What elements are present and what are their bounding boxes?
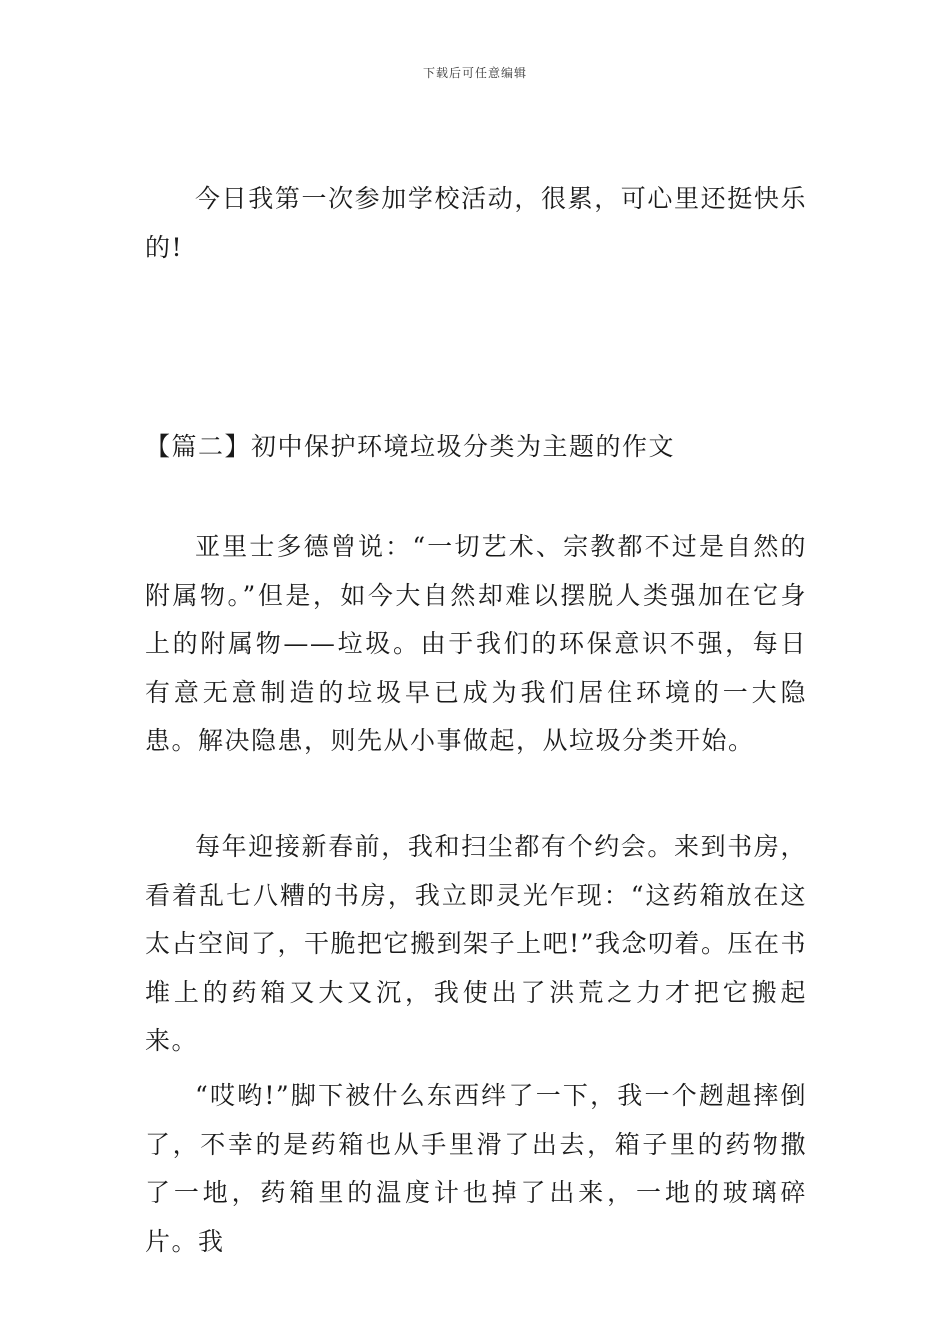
paragraph-4-text: “哎哟!”脚下被什么东西绊了一下，我一个趔趄摔倒了，不幸的是药箱也从手里滑了出去，箱子里的药物撒了一地，药箱里的温度计也掉了出来，一地的玻璃碎片。我 <box>145 1081 807 1256</box>
paragraph-3-text: 每年迎接新春前，我和扫尘都有个约会。来到书房，看着乱七八糟的书房，我立即灵光乍现：“这药箱放在这太占空间了，干脆把它搬到架子上吧!”我念叨着。压在书堆上的药箱又大又沉，我使出了洪荒之力才把它搬起来。 <box>145 832 807 1055</box>
paragraph-1 <box>145 175 807 272</box>
paragraph-3 <box>145 823 807 1066</box>
paragraph-1-text: 今日我第一次参加学校活动，很累，可心里还挺快乐的! <box>145 184 807 262</box>
paragraph-2 <box>145 523 807 766</box>
page-header-note: 下载后可任意编辑 <box>422 66 527 80</box>
paragraph-2-text: 亚里士多德曾说：“一切艺术、宗教都不过是自然的附属物。”但是，如今大自然却难以摆脱人类强加在它身上的附属物——垃圾。由于我们的环保意识不强，每日有意无意制造的垃圾早已成为我们居住环境的一大隐患。解决隐患，则先从小事做起，从垃圾分类开始。 <box>145 532 807 755</box>
section-title: 【篇二】初中保护环境垃圾分类为主题的作文 <box>145 432 676 461</box>
paragraph-4 <box>145 1072 807 1266</box>
section-heading <box>145 423 807 472</box>
